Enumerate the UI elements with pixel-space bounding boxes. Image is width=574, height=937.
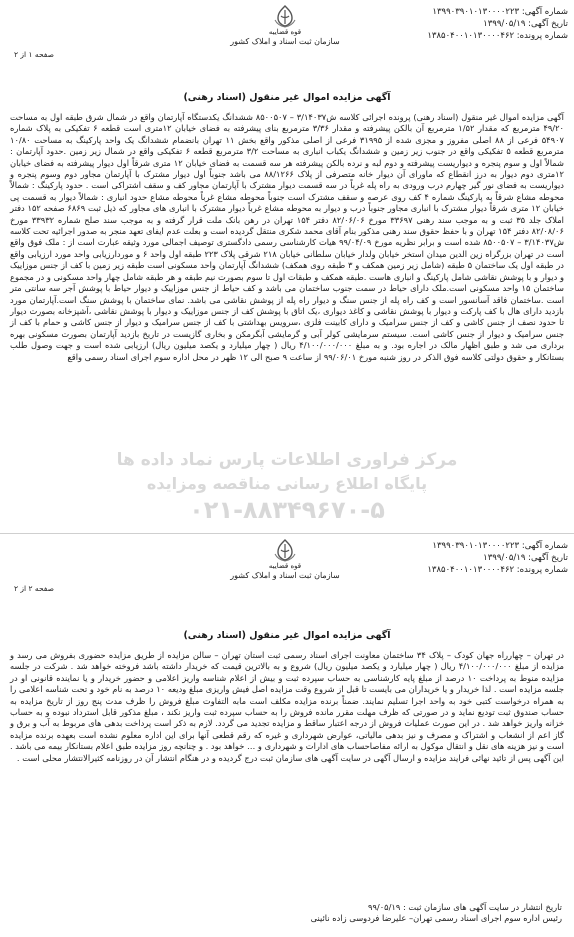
- notice-body-text: در تهران – چهارراه جهان کودک – پلاک ۳۴ ساختمان معاونت اجرای اسناد رسمی ثبت استان تهران – سالن مزایده از طریق مزایده حضوری بفروش می رسد و مزایده از مبلغ ۴/۱۰۰/۰۰۰/۰۰۰ ریال ( چهار میلیارد و یکصد میلیون ریال) شروع و به بالاترین قیمت که خریدار داشته باشد فروخته خواهد شد . شرکت در جلسه مزایده منوط به پرداخت ۱۰ درصد از مبلغ پایه کارشناسی به حساب سپرده ثبت و بیش از اعلام شناسه واریز اعلامی و حضور خریدار و یا نماینده قانونی او در جلسه مزایده است . لذا خریدار و یا خریداران می بایست تا قبل از شروع وقت مزایده اصل فیش واریزی مبلغ ودیعه ۱۰ درصد به نام خود و تحت شناسه اعلامی را به همراه درخواست کتبی خود به واحد اجرا تسلیم نمایند. ضمناً برنده مزایده مکلف است مابه التفاوت مبلغ فروش را ظرف مدت پنج روز از تاریخ مزایده به حساب صندوق ثبت تودیع نماید و در صورتی که ظرف مهلت مقرر مانده فروش را به حساب سپرده ثبت واریز نکند ، مبلغ مذکور قابل استرداد نبوده و به حساب خزانه واریز خواهد شد . در این صورت عملیات فروش از درجه اعتبار ساقط و مزایده تجدید می گردد. لازم به ذکر است پرداخت بدهی های مربوط به آب و برق و گاز اعم از انشعاب و اشتراک و مصرف و نیز بدهی مالیاتی، عوارض شهرداری و غیره که رقم قطعی آنها برای این اداره معلوم نشده است بعهده برنده مزایده است و نیز هزینه های نقل و انتقال موکول به ارائه مفاصاحساب های ادارات و شهرداری و … خواهد بود . و چنانچه روز مزایده طبق اعلام بستانکار بیمه می باشد . این آگهی پس از تائید نهائی فرایند مزایده و ارسال آگهی در سایت آگهی های سازمان ثبت درج گردیده و در هنگام انتشار آن در روزنامه کثیرالانتشار محلی است .: [10, 650, 565, 763]
- notice-number: شماره آگهی: ۱۳۹۹۰۳۹۰۱۰۱۳۰۰۰۰۲۲۳: [432, 541, 568, 551]
- judiciary-emblem: [210, 538, 360, 580]
- signatory-line: رئیس اداره سوم اجرای اسناد رسمی تهران– علیرضا فردوسی زاده نائینی: [310, 913, 562, 924]
- notice-body-text: آگهی مزایده اموال غیر منقول (اسناد رهنی) پرونده اجرائی کلاسه ش۳/۱۴۰۳۷ – ۸۵۰۰۵۰۷ ششدانگ یکدستگاه آپارتمان واقع در شمال شرق طبقه اول به مساحت ۴۹/۲۰ مترمربع که مقدار ۱/۵۲ مترمربع آن بالکن پیشرفته و مقدار ۳/۳۶ مترمربع بنای پیشرفته به فضای خیابان ۱۲متری است قطعه ۶ تفکیکی به پلاک شماره ۵۴۹۰۷ فرعی از ۸۸ اصلی مفروز و مجزی شده از ۳۱۹۹۵ فرعی از اصلی مذکور واقع بخش ۱۱ تهران بانضمام ششدانگ یک واحد پارکینگ به مساحت ۱۰/۸۰ مترمربع قطعه ۵ تفکیکی واقع در جنوب زیر زمین و ششدانگ یکباب انباری به مساحت ۳/۲ مترمربع قطعه ۶ تفکیکی واقع در شمال زیر زمین .حدود آپارتمان : شمالاً اول و سوم پنجره و دیواریست پیشرفته و دوم لبه و نرده بالکن پیشرفته هر سه قسمت به فضای خیابان ۱۲ متری شرقاً اول دیوار پیشرفته به فضای خیابان ۱۲متری دوم دیوار به درز انقطاع که ماورای آن دیوار خانه متصرفی از پلاک ۸۸/۱۲۶۶ می باشد جنوباً اول دیوار مشترک با آپارتمان مجاور دوم وسوم پنجره و دیواریست به فضای نور گیر چهارم درب ورودی به راه پله غرباً در سه قسمت دیوار مشترک با آپارتمان مجاور کف و سقف اشتراکی است . حدود پارکینگ : شمالاً محوطه مشاع شرقاً به پارکینگ شماره ۴ کف روی عرصه و سقف مشترک است جنوباً محوطه مشاع غرباً محوطه مشاع حدود انباری : شمالاً دیوار به قسمت پی خیابان ۱۲ متری شرقاً دیوار مشترک با انباری مجاور جنوباً درب و دیوار به محوطه مشاع غرباً دیوار مشترک با انباری های مجاور که ذیل ثبت ۶۸۶۹ صفحه ۱۵۲ دفتر املاک جلد ۳۵ ثبت و به موجب سند رهنی ۳۳۶۹۷ مورخ ۸۲/۰۶/۰۶ دفتر ۱۵۴ تهران در رهن بانک ملت قرار گرفته و به موجب سند صلح شماره ۳۳۹۳۲ مورخ ۸۲/۰۸/۰۶ دفتر ۱۵۴ تهران و با حفظ حقوق سند رهنی مذکور بنام آقای محمد شکری منتقل گردیده است و بعلت عدم ایفای تعهد منجر به صدور اجرائیه تحت کلاسه ش۳/۱۴۰۳۷ – ۸۵۰۰۵۰۷ شده است و برابر نظریه مورخ ۹۹/۰۴/۰۹ هیات کارشناسی رسمی دادگستری توصیف اجمالی مورد وثیقه عبارت است از : ملک فوق واقع است در تهران بزرگراه زین الدین میدان استخر خیابان ولدار خیابان سلطانی خیابان ۲۱۸ شرقی پلاک ۲۲۳ طبقه اول واحد ۶ و موردارزیابی واحد مورد ارزیابی واقع در طبقه اول یک ساختمان ۵ طبقه (شامل زیر زمین همکف و ۳ طبقه روی همکف) ششدانگ آپارتمان واحد مسکونی است طبقه زیر زمین با کف از جنس موزاییک و دیوار و با پوشش نقاشی شامل پارکینگ و انباری هاست .طبقه همکف و طبقات اول تا سوم بصورت نیم طبقه و هر طبقه شامل چهار واحد مسکونی و در مجموع ساختمان ۱۵ واحد مسکونی است.ملک دارای حیاط در سمت جنوب ساختمان می باشد و کف حیاط از جنس موزاییک و دیوار حیاط با پوشش آجر سه سانتی متر است .ساختمان فاقد آسانسور است و کف راه پله از جنس سنگ و دیوار راه پله از پوشش نقاشی می باشد. نمای ساختمان با پوشش سنگ است.آپارتمان مورد بازدید دارای هال با کف پارکت و دیوار با پوشش نقاشی و کاغذ دیواری ،یک اتاق با پوشش کف از جنس موزاییک و دیوار با پوشش نقاشی ،آشپزخانه بصورت دیوار تا حدود نصف از جنس کاشی و کف از جنس سرامیک و دارای کابینت فلزی ،سرویس بهداشتی با کف از جنس سرامیک و دیوار از جنس کاشی و حمام با کف از جنس سرامیک و دیوار از جنس کاشی است. سیستم سرمایشی کولر آبی و گرمایشی آبگرمکن و بخاری گازیست در تاریخ بازدید آپارتمان بصورت مسکونی بهره برداری می شد و طبق اظهار مالک در اجاره بود. و به مبلغ ۴/۱۰۰/۰۰۰/۰۰۰ ریال ( چهار میلیارد و یکصد میلیون ریال) ارزیابی شده است و جهت وصول طلب بستانکار و حقوق دولتی کلاسه فوق الذکر در روز شنبه مورخ ۹۹/۰۶/۰۱ از ساعت ۹ صبح الی ۱۲ ظهر در محل اداره سوم اجرای اسناد رسمی واقع: [10, 112, 564, 362]
- page-number: صفحه ۲ از ۲: [14, 584, 54, 593]
- signature-block: [311, 902, 562, 925]
- notice-date: تاریخ آگهی: ۱۳۹۹/۰۵/۱۹: [483, 553, 568, 563]
- judiciary-emblem: [210, 4, 360, 46]
- notice-number: شماره آگهی: ۱۳۹۹۰۳۹۰۱۰۱۳۰۰۰۰۲۲۳: [432, 7, 568, 17]
- notice-title: آگهی مزایده اموال غیر منقول (اسناد رهنی): [183, 92, 391, 103]
- notice-meta: [427, 540, 568, 576]
- notice-page-2: [0, 533, 574, 937]
- case-number: شماره پرونده: ۱۳۸۵۰۴۰۰۱۰۱۳۰۰۰۰۴۶۲: [427, 565, 568, 575]
- page-number: صفحه ۱ از ۲: [14, 50, 54, 59]
- emblem-icon: [272, 4, 298, 28]
- notice-title: آگهی مزایده اموال غیر منقول (اسناد رهنی): [183, 630, 391, 641]
- notice-meta: [427, 6, 568, 42]
- emblem-icon: [272, 538, 298, 562]
- org-top: قوه قضاییه: [268, 28, 302, 36]
- notice-body: [10, 112, 564, 363]
- notice-date: تاریخ آگهی: ۱۳۹۹/۰۵/۱۹: [483, 19, 568, 29]
- org-name: سازمان ثبت اسناد و املاک کشور: [230, 37, 340, 46]
- org-name: سازمان ثبت اسناد و املاک کشور: [230, 571, 340, 580]
- case-number: شماره پرونده: ۱۳۸۵۰۴۰۰۱۰۱۳۰۰۰۰۴۶۲: [427, 31, 568, 41]
- org-top: قوه قضاییه: [268, 562, 302, 570]
- watermark-line-1: مرکز فراوری اطلاعات پارس نماد داده ها: [116, 450, 458, 470]
- watermark-phone: ۰۲۱-۸۸۳۴۹۶۷۰-۵: [189, 496, 385, 524]
- notice-body: [10, 650, 564, 764]
- watermark-line-2: پایگاه اطلاع رسانی مناقصه ومزایده: [146, 474, 428, 493]
- publish-date-line: تاریخ انتشار در سایت آگهی های سازمان ثبت : ۹۹/۰۵/۱۹: [368, 902, 562, 912]
